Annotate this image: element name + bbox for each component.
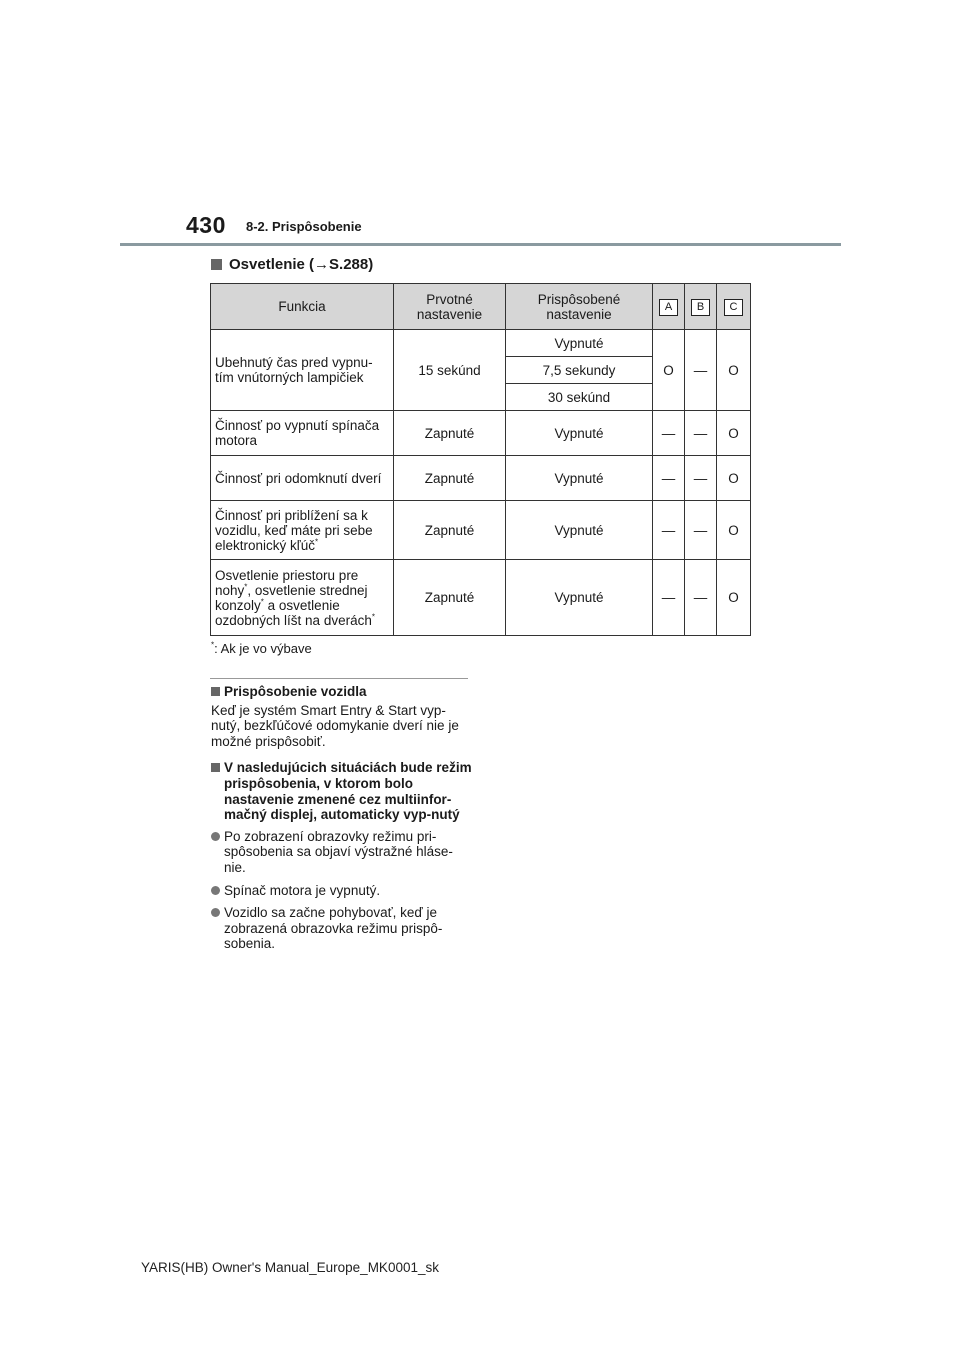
- row-function: Ubehnutý čas pred vypnu-tím vnútorných lampičiek: [211, 330, 394, 411]
- row-b: —: [685, 411, 717, 456]
- note-title: V nasledujúcich situáciách bude režim prispôsobenia, v ktorom bolo nastavenie zmenené cez multiinfor-mačný displej, automaticky vyp-nutý: [224, 760, 472, 823]
- note-heading: [211, 760, 473, 822]
- footnote-text: : Ak je vo výbave: [214, 641, 312, 656]
- list-item-text: Spínač motora je vypnutý.: [224, 882, 381, 898]
- label-c-box: C: [724, 299, 743, 316]
- footnote: [211, 641, 312, 656]
- row-a: —: [653, 456, 685, 501]
- subsection-ref: S.288): [329, 256, 374, 273]
- square-bullet-icon: [211, 763, 220, 772]
- notes-section: [211, 684, 473, 959]
- function-text: a osvetlenie ozdobných líšt na dverách: [215, 597, 372, 628]
- note-heading: [211, 684, 473, 700]
- row-function: [211, 501, 394, 560]
- row-c: O: [717, 501, 751, 560]
- row-b: —: [685, 456, 717, 501]
- label-a-box: A: [659, 299, 678, 316]
- function-text: , osvetlenie strednej konzoly: [215, 582, 368, 613]
- subsection-heading: [211, 256, 373, 273]
- function-text: Osvetlenie priestoru pre nohy: [215, 567, 359, 598]
- row-a: —: [653, 411, 685, 456]
- square-bullet-icon: [211, 259, 222, 270]
- row-a: O: [653, 330, 685, 411]
- page-number: 430: [186, 212, 226, 238]
- header-rule: [120, 243, 841, 246]
- row-b: —: [685, 501, 717, 560]
- table-row: [211, 411, 751, 456]
- header-custom: Prispôsobené nastavenie: [506, 284, 653, 330]
- table-row: [211, 456, 751, 501]
- row-default: Zapnuté: [394, 456, 506, 501]
- label-b-box: B: [691, 299, 710, 316]
- row-custom: Vypnuté: [506, 560, 653, 636]
- row-c: O: [717, 411, 751, 456]
- header-default: Prvotné nastavenie: [394, 284, 506, 330]
- row-custom: Vypnuté: [506, 411, 653, 456]
- table-row: [211, 330, 751, 357]
- list-item: [211, 905, 473, 952]
- function-text: Činnosť pri priblížení sa k vozidlu, keď máte pri sebe elektronický kľúč: [215, 507, 373, 553]
- row-default: 15 sekúnd: [394, 330, 506, 411]
- arrow-icon: →: [314, 256, 330, 273]
- page-footer: YARIS(HB) Owner's Manual_Europe_MK0001_sk: [141, 1260, 439, 1275]
- subsection-title: Osvetlenie (: [229, 256, 315, 273]
- settings-table: [210, 283, 751, 636]
- row-function: [211, 560, 394, 636]
- row-default: Zapnuté: [394, 411, 506, 456]
- list-item: [211, 829, 473, 876]
- header-c: [717, 284, 751, 330]
- asterisk-mark: *: [244, 582, 248, 591]
- row-a: —: [653, 501, 685, 560]
- table-row: [211, 560, 751, 636]
- list-item: [211, 883, 473, 899]
- header-a: [653, 284, 685, 330]
- row-c: O: [717, 560, 751, 636]
- note-body: Keď je systém Smart Entry & Start vyp-nutý, bezkľúčové odomykanie dverí nie je možné prispôsobiť.: [211, 702, 459, 749]
- row-default: Zapnuté: [394, 560, 506, 636]
- row-custom: Vypnuté: [506, 501, 653, 560]
- row-custom-option: Vypnuté: [506, 330, 653, 357]
- note-title: Prispôsobenie vozidla: [224, 684, 367, 699]
- row-b: —: [685, 330, 717, 411]
- row-custom: Vypnuté: [506, 456, 653, 501]
- row-default: Zapnuté: [394, 501, 506, 560]
- circle-bullet-icon: [211, 886, 220, 895]
- asterisk-mark: *: [211, 640, 215, 650]
- table-header-row: [211, 284, 751, 330]
- header-function: Funkcia: [211, 284, 394, 330]
- row-c: O: [717, 456, 751, 501]
- asterisk-mark: *: [260, 597, 264, 606]
- list-item-text: Po zobrazení obrazovky režimu pri-spôsobenia sa objaví výstražné hláse-nie.: [224, 828, 453, 875]
- circle-bullet-icon: [211, 832, 220, 841]
- row-b: —: [685, 560, 717, 636]
- row-custom-option: 30 sekúnd: [506, 384, 653, 411]
- square-bullet-icon: [211, 687, 220, 696]
- list-item-text: Vozidlo sa začne pohybovať, keď je zobrazená obrazovka režimu prispô-sobenia.: [224, 905, 443, 952]
- row-function: Činnosť po vypnutí spínača motora: [211, 411, 394, 456]
- asterisk-mark: *: [314, 537, 319, 546]
- circle-bullet-icon: [211, 908, 220, 917]
- row-a: —: [653, 560, 685, 636]
- header-b: [685, 284, 717, 330]
- section-title: 8-2. Prispôsobenie: [246, 219, 362, 234]
- row-c: O: [717, 330, 751, 411]
- asterisk-mark: *: [371, 612, 375, 621]
- row-custom-option: 7,5 sekundy: [506, 357, 653, 384]
- divider: [210, 678, 468, 679]
- row-function: Činnosť pri odomknutí dverí: [211, 456, 394, 501]
- table-row: [211, 501, 751, 560]
